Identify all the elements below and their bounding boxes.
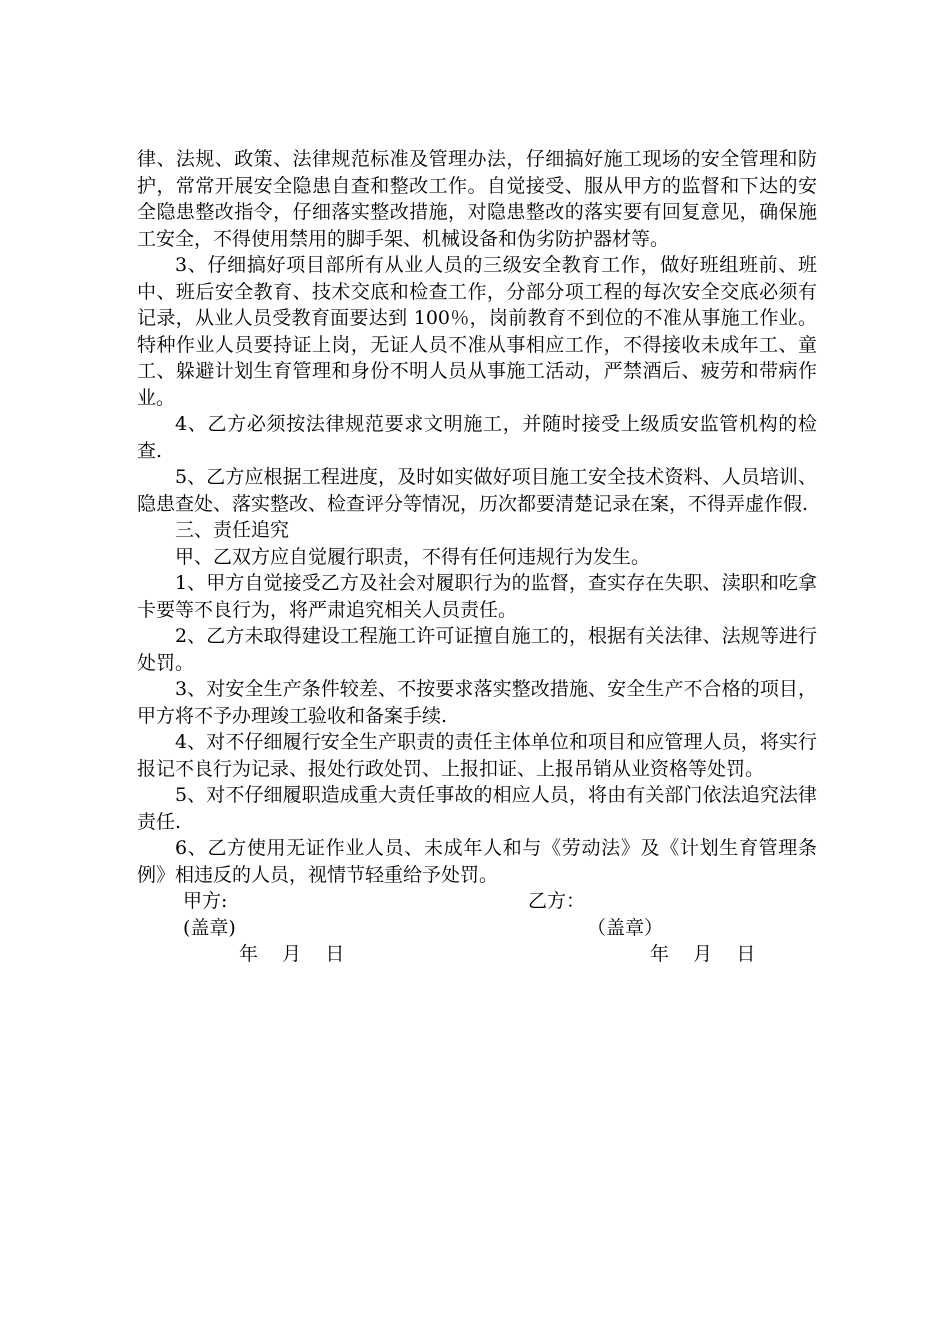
paragraph-item-5: 5、乙方应根据工程进度，及时如实做好项目施工安全技术资料、人员培训、隐患查处、落实整改、检查评分等情况，历次都要清楚记录在案，不得弄虚作假.: [137, 466, 817, 515]
party-b-label: 乙方：: [528, 890, 586, 912]
paragraph-intro: 甲、乙双方应自觉履行职责，不得有任何违规行为发生。: [175, 545, 651, 568]
party-a-label: 甲方:: [183, 890, 228, 912]
paragraph-clause-5: 5、对不仔细履职造成重大责任事故的相应人员，将由有关部门依法追究法律责任.: [137, 784, 817, 833]
signature-party-row: [137, 888, 817, 915]
paragraph-clause-3: 3、对安全生产条件较差、不按要求落实整改措施、安全生产不合格的项目，甲方将不予办理竣工验收和备案手续.: [137, 678, 817, 727]
paragraph-clause-4: 4、对不仔细履行安全生产职责的责任主体单位和项目和应管理人员，将实行报记不良行为记录、报处行政处罚、上报扣证、上报吊销从业资格等处罚。: [137, 731, 817, 780]
party-b-seal: （盖章）: [587, 916, 664, 939]
paragraph-item-4: 4、乙方必须按法律规范要求文明施工，并随时接受上级质安监管机构的检查.: [137, 413, 817, 462]
party-b-date: 年 月 日: [650, 943, 756, 965]
paragraph-clause-6: 6、乙方使用无证作业人员、未成年人和与《劳动法》及《计划生育管理条例》相违反的人员，视情节轻重给予处罚。: [137, 837, 817, 886]
signature-seal-row: [137, 915, 817, 942]
signature-date-row: [137, 941, 817, 968]
paragraph-continuation: 律、法规、政策、法律规范标准及管理办法，仔细搞好施工现场的安全管理和防护，常常开展安全隐患自查和整改工作。自觉接受、服从甲方的监督和下达的安全隐患整改指令，仔细落实整改措施，对隐患整改的落实要有回复意见，确保施工安全，不得使用禁用的脚手架、机械设备和伪劣防护器材等。: [137, 148, 817, 250]
paragraph-clause-2: 2、乙方未取得建设工程施工许可证擅自施工的，根据有关法律、法规等进行处罚。: [137, 625, 817, 674]
party-a-date: 年 月 日: [239, 943, 345, 965]
section-heading-responsibility: 三、责任追究: [175, 519, 290, 541]
document-page: [137, 146, 817, 968]
paragraph-item-3: 3、仔细搞好项目部所有从业人员的三级安全教育工作，做好班组班前、班中、班后安全教育、技术交底和检查工作，分部分项工程的每次安全交底必须有记录，从业人员受教育面要达到 100％，岗前教育不到位的不准从事施工作业。特种作业人员要持证上岗，无证人员不准从事相应工作，不得接收未成年工、童工、躲避计划生育管理和身份不明人员从事施工活动，严禁酒后、疲劳和带病作业。: [137, 254, 817, 409]
party-a-seal: (盖章): [183, 916, 236, 939]
paragraph-clause-1: 1、甲方自觉接受乙方及社会对履职行为的监督，查实存在失职、渎职和吃拿卡要等不良行为，将严肃追究相关人员责任。: [137, 572, 817, 621]
